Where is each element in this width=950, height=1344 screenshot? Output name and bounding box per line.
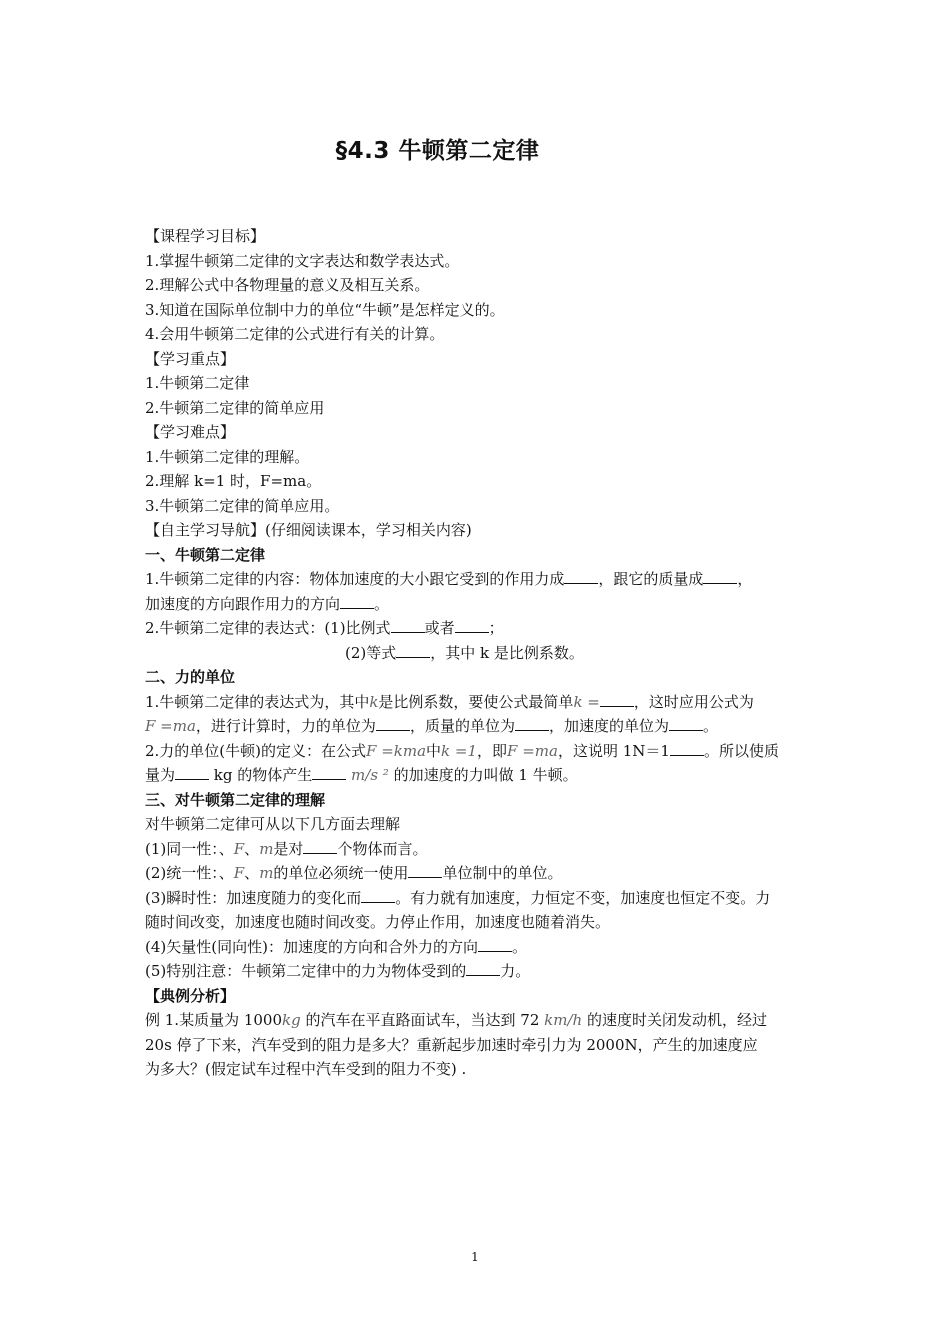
math-unit-kmh: km/h <box>544 1011 583 1029</box>
math-m: m <box>259 839 274 858</box>
math-f-ma: F =ma <box>507 741 558 760</box>
section-heading: 三、对牛顿第二定律的理解 <box>145 790 326 809</box>
paragraph-line: (2)等式 ，其中 k 是比例系数。 <box>345 643 584 662</box>
paragraph-line: (2)统一性：、F、m的单位必须统一使用 单位制中的单位。 <box>145 864 563 882</box>
fill-blank[interactable] <box>466 961 500 976</box>
document-title: §4.3 牛顿第二定律 <box>335 138 540 164</box>
difficulties-heading: 【学习难点】 <box>145 423 236 441</box>
fill-blank[interactable] <box>312 765 346 780</box>
paragraph-line: 随时间改变，加速度也随时间改变。力停止作用，加速度也随着消失。 <box>145 913 611 931</box>
paragraph-line: 1.牛顿第二定律的内容：物体加速度的大小跟它受到的作用力成 ，跟它的质量成 ， <box>145 570 753 588</box>
fill-blank[interactable] <box>703 569 737 584</box>
paragraph-line: 例 1.某质量为 1000kg 的汽车在平直路面试车，当达到 72 km/h 的速度时关闭发动机，经过 <box>145 1011 767 1029</box>
fill-blank[interactable] <box>396 643 430 658</box>
difficulty-item: 3.牛顿第二定律的简单应用。 <box>145 496 340 515</box>
fill-blank[interactable] <box>515 716 549 731</box>
math-f-ma: F =ma <box>145 717 196 735</box>
section-heading: 二、力的单位 <box>145 668 236 686</box>
paragraph-line: (4)矢量性(同向性)：加速度的方向和合外力的方向 。 <box>145 937 527 956</box>
math-k-one: k =1 <box>441 741 478 760</box>
objective-item: 1.掌握牛顿第二定律的文字表达和数学表达式。 <box>145 251 460 270</box>
math-f: F <box>233 864 245 882</box>
fill-blank[interactable] <box>361 888 395 903</box>
math-k-equals: k = <box>573 692 600 711</box>
paragraph-line: 20s 停了下来，汽车受到的阻力是多大？重新起步加速时牵引力为 2000N，产生的加速度应 <box>145 1035 758 1054</box>
fill-blank[interactable] <box>340 594 374 609</box>
key-points-heading: 【学习重点】 <box>145 349 236 368</box>
math-unit-kg: kg <box>282 1011 301 1029</box>
fill-blank[interactable] <box>391 618 425 633</box>
fill-blank[interactable] <box>303 839 337 854</box>
math-unit-ms2: m/s ² <box>351 766 389 784</box>
paragraph-line: (1)同一性：、F、m是对 个物体而言。 <box>145 839 428 858</box>
self-study-heading: 【自主学习导航】(仔细阅读课本，学习相关内容) <box>145 521 472 539</box>
objective-item: 2.理解公式中各物理量的意义及相互关系。 <box>145 276 430 294</box>
math-m: m <box>259 864 274 882</box>
fill-blank[interactable] <box>376 716 410 731</box>
paragraph-line: 2.牛顿第二定律的表达式：(1)比例式 或者 ； <box>145 619 504 637</box>
section-heading: 【典例分析】 <box>145 986 236 1005</box>
key-point-item: 2.牛顿第二定律的简单应用 <box>145 398 325 417</box>
document-body <box>145 224 815 1082</box>
fill-blank[interactable] <box>478 937 512 952</box>
paragraph-line: 为多大？(假定试车过程中汽车受到的阻力不变) . <box>145 1060 467 1078</box>
paragraph-line: 1.牛顿第二定律的表达式为，其中k是比例系数，要使公式最简单k = ，这时应用公式为 <box>145 692 754 711</box>
math-f-kma: F =kma <box>366 741 427 760</box>
section-heading: 一、牛顿第二定律 <box>145 545 266 564</box>
objective-item: 4.会用牛顿第二定律的公式进行有关的计算。 <box>145 325 445 343</box>
math-f: F <box>233 839 245 858</box>
difficulty-item: 1.牛顿第二定律的理解。 <box>145 447 310 466</box>
fill-blank[interactable] <box>408 863 442 878</box>
fill-blank[interactable] <box>669 716 703 731</box>
paragraph-line: 量为 kg 的物体产生 m/s ² 的加速度的力叫做 1 牛顿。 <box>145 766 578 784</box>
objectives-heading: 【课程学习目标】 <box>145 227 266 245</box>
paragraph-line: (5)特别注意：牛顿第二定律中的力为物体受到的 力。 <box>145 962 531 980</box>
paragraph-line: (3)瞬时性：加速度随力的变化而 。有力就有加速度，力恒定不变，加速度也恒定不变。力 <box>145 888 771 907</box>
paragraph-line: 对牛顿第二定律可从以下几方面去理解 <box>145 815 401 833</box>
fill-blank[interactable] <box>175 765 209 780</box>
paragraph-line: 2.力的单位(牛顿)的定义：在公式F =kma中k =1，即F =ma，这说明 1N＝1 。所以使质 <box>145 741 779 760</box>
paragraph-line: 加速度的方向跟作用力的方向 。 <box>145 594 390 613</box>
fill-blank[interactable] <box>670 741 704 756</box>
page-number: 1 <box>471 1250 479 1264</box>
fill-blank[interactable] <box>600 692 634 707</box>
fill-blank[interactable] <box>564 569 598 584</box>
paragraph-line: F =ma，进行计算时，力的单位为 ，质量的单位为 ，加速度的单位为 。 <box>145 717 718 735</box>
fill-blank[interactable] <box>455 618 489 633</box>
key-point-item: 1.牛顿第二定律 <box>145 374 250 392</box>
math-k: k <box>369 692 379 711</box>
difficulty-item: 2.理解 k=1 时，F=ma。 <box>145 472 322 490</box>
objective-item: 3.知道在国际单位制中力的单位“牛顿”是怎样定义的。 <box>145 300 505 319</box>
